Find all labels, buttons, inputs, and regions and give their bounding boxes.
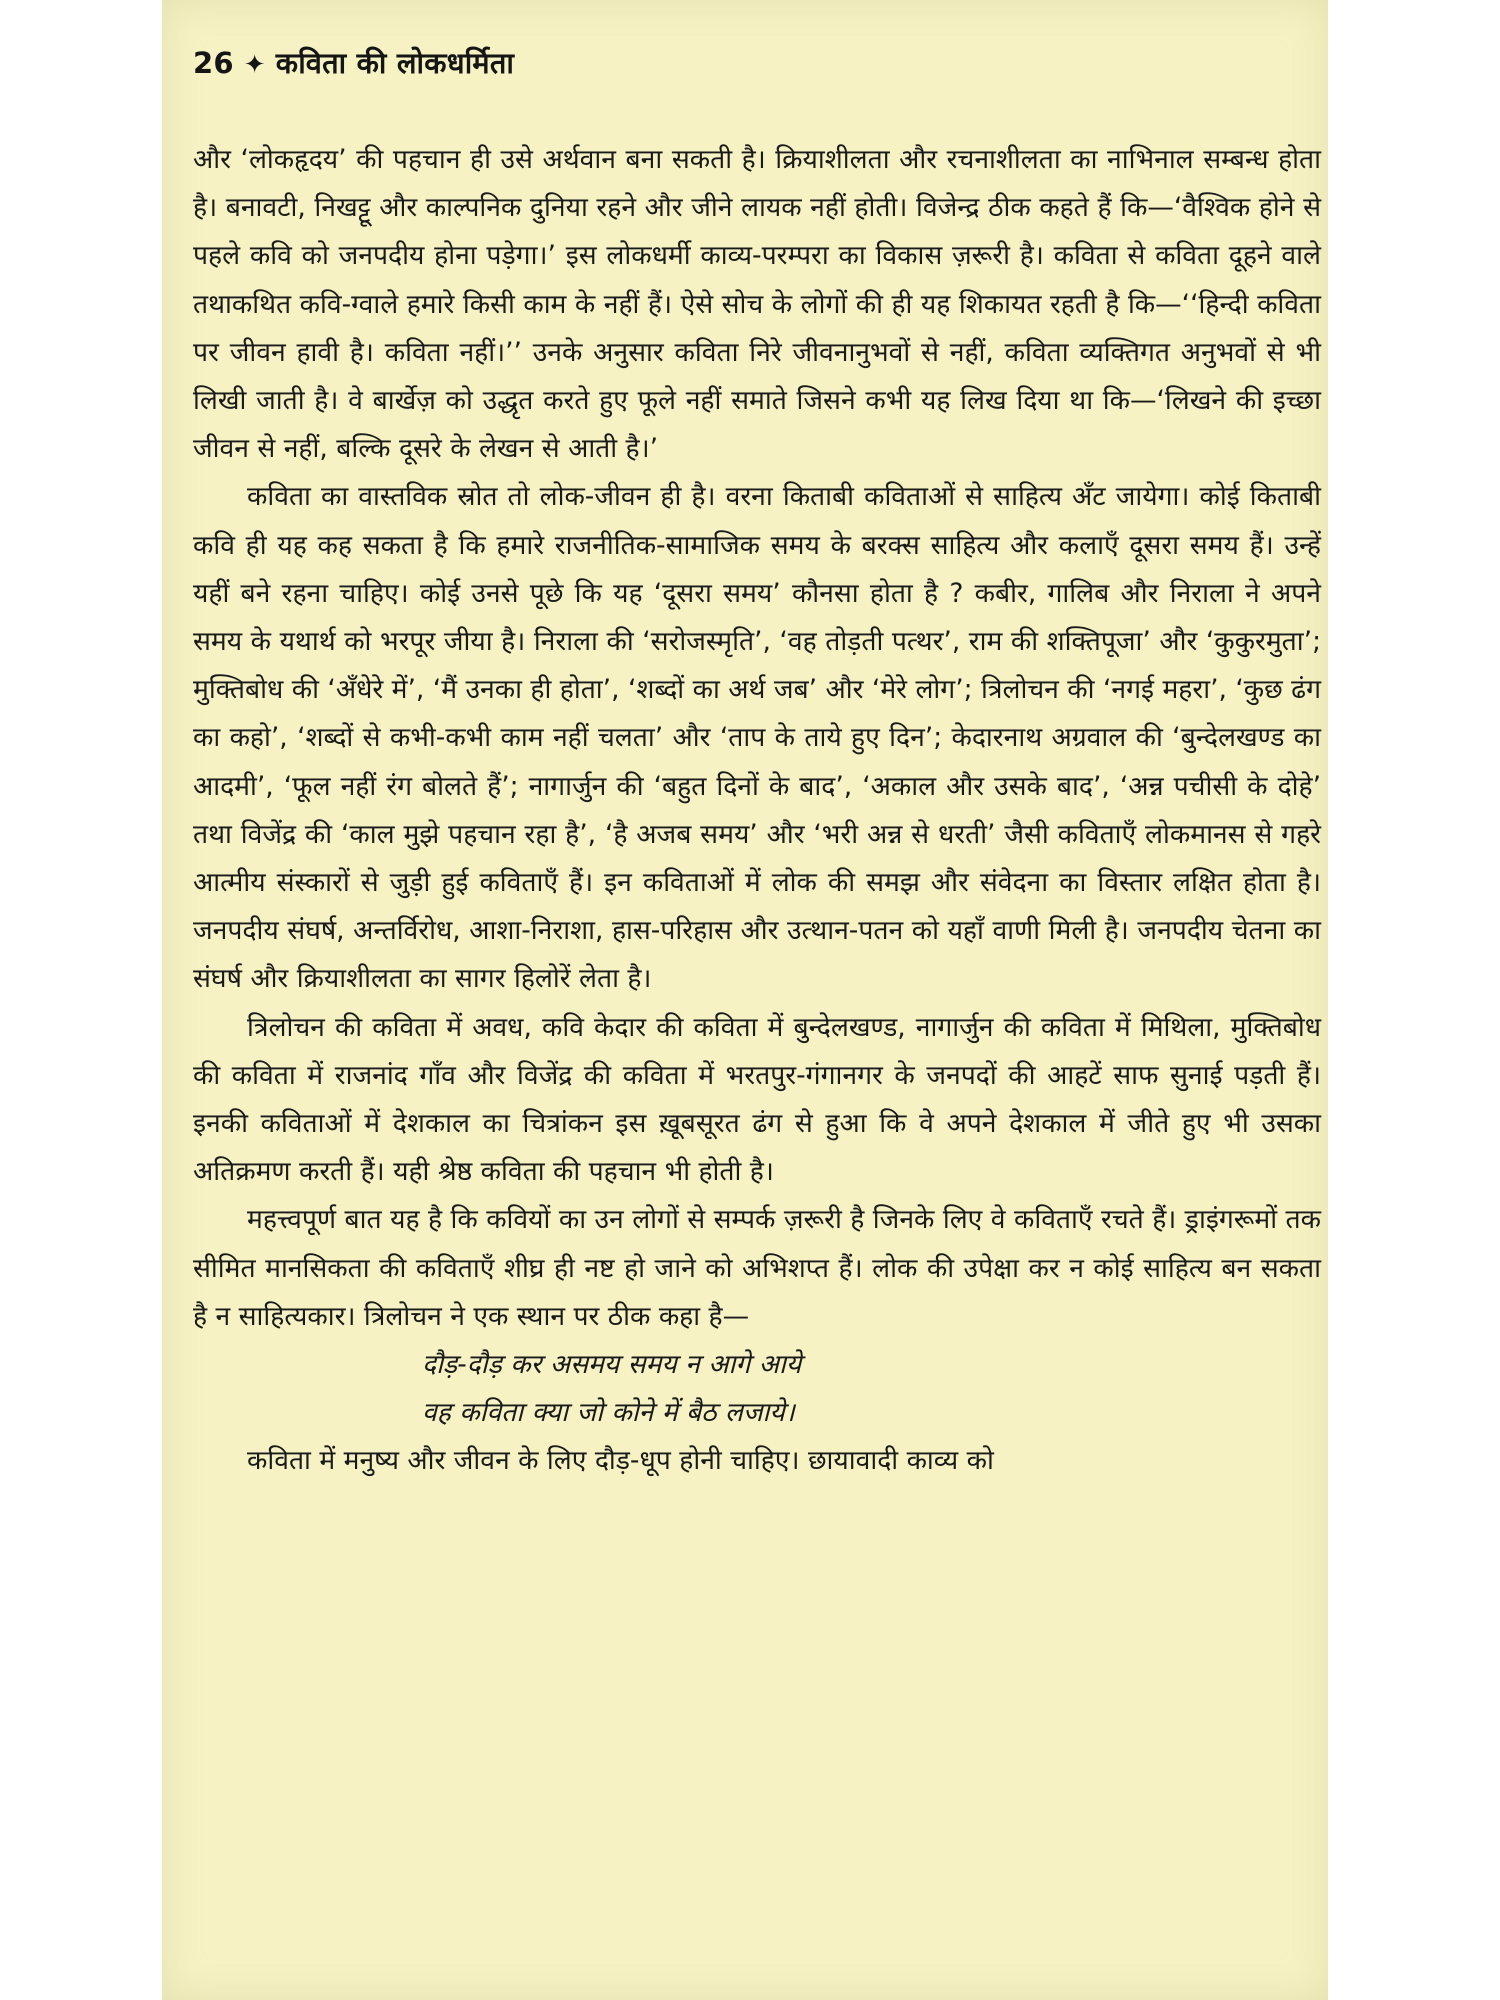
- verse-line-1: दौड़-दौड़ कर असमय समय न आगे आये: [422, 1349, 802, 1381]
- paragraph-3: त्रिलोचन की कविता में अवध, कवि केदार की कविता में बुन्देलखण्ड, नागार्जुन की कविता में मिथिला, मुक्तिबोध की कविता में राजनांद गाँव और विजेंद्र की कविता में भरतपुर-गंगानगर के जनपदों की आहटें साफ सुनाई पड़ती हैं। इनकी कविताओं में देशकाल का चित्रांकन इस ख़ूबसूरत ढंग से हुआ कि वे अपने देशकाल में जीते हुए भी उसका अतिक्रमण करती हैं। यही श्रेष्ठ कविता की पहचान भी होती है।: [193, 1011, 1321, 1188]
- verse-line-2: वह कविता क्या जो कोने में बैठ लजाये।: [422, 1397, 795, 1429]
- page-header: [193, 43, 514, 82]
- paragraph-4: महत्त्वपूर्ण बात यह है कि कवियों का उन लोगों से सम्पर्क ज़रूरी है जिनके लिए वे कविताएँ रचते हैं। ड्राइंगरूमों तक सीमित मानसिकता की कविताएँ शीघ्र ही नष्ट हो जाने को अभिशप्त हैं। लोक की उपेक्षा कर न कोई साहित्य बन सकता है न साहित्यकार। त्रिलोचन ने एक स्थान पर ठीक कहा है—: [193, 1204, 1321, 1332]
- paragraph-2: कविता का वास्तविक स्रोत तो लोक-जीवन ही है। वरना किताबी कविताओं से साहित्य अँट जायेगा। कोई किताबी कवि ही यह कह सकता है कि हमारे राजनीतिक-सामाजिक समय के बरक्स साहित्य और कलाएँ दूसरा समय हैं। उन्हें यहीं बने रहना चाहिए। कोई उनसे पूछे कि यह ‘दूसरा समय’ कौनसा होता है ? कबीर, गालिब और निराला ने अपने समय के यथार्थ को भरपूर जीया है। निराला की ‘सरोजस्मृति’, ‘वह तोड़ती पत्थर’, राम की शक्तिपूजा’ और ‘कुकुरमुता’; मुक्तिबोध की ‘अँधेरे में’, ‘मैं उनका ही होता’, ‘शब्दों का अर्थ जब’ और ‘मेरे लोग’; त्रिलोचन की ‘नगई महरा’, ‘कुछ ढंग का कहो’, ‘शब्दों से कभी-कभी काम नहीं चलता’ और ‘ताप के ताये हुए दिन’; केदारनाथ अग्रवाल की ‘बुन्देलखण्ड का आदमी’, ‘फूल नहीं रंग बोलते हैं’; नागार्जुन की ‘बहुत दिनों के बाद’, ‘अकाल और उसके बाद’, ‘अन्न पचीसी के दोहे’ तथा विजेंद्र की ‘काल मुझे पहचान रहा है’, ‘है अजब समय’ और ‘भरी अन्न से धरती’ जैसी कविताएँ लोकमानस से गहरे आत्मीय संस्कारों से जुड़ी हुई कविताएँ हैं। इन कविताओं में लोक की समझ और संवेदना का विस्तार लक्षित होता है। जनपदीय संघर्ष, अन्तर्विरोध, आशा-निराशा, हास-परिहास और उत्थान-पतन को यहाँ वाणी मिली है। जनपदीय चेतना का संघर्ष और क्रियाशीलता का सागर हिलोरें लेता है।: [193, 481, 1321, 995]
- star-ornament-icon: ✦: [243, 50, 266, 80]
- paragraph-1: और ‘लोकहृदय’ की पहचान ही उसे अर्थवान बना सकती है। क्रियाशीलता और रचनाशीलता का नाभिनाल सम्बन्ध होता है। बनावटी, निखट्टू और काल्पनिक दुनिया रहने और जीने लायक नहीं होती। विजेन्द्र ठीक कहते हैं कि—‘वैश्विक होने से पहले कवि को जनपदीय होना पड़ेगा।’ इस लोकधर्मी काव्य-परम्परा का विकास ज़रूरी है। कविता से कविता दूहने वाले तथाकथित कवि-ग्वाले हमारे किसी काम के नहीं हैं। ऐसे सोच के लोगों की ही यह शिकायत रहती है कि—‘‘हिन्दी कविता पर जीवन हावी है। कविता नहीं।’’ उनके अनुसार कविता निरे जीवनानुभवों से नहीं, कविता व्यक्तिगत अनुभवों से भी लिखी जाती है। वे बार्खेज़ को उद्धृत करते हुए फूले नहीं समाते जिसने कभी यह लिख दिया था कि—‘लिखने की इच्छा जीवन से नहीं, बल्कि दूसरे के लेखन से आती है।’: [193, 144, 1321, 465]
- closing-paragraph: कविता में मनुष्य और जीवन के लिए दौड़-धूप होनी चाहिए। छायावादी काव्य को: [247, 1445, 994, 1477]
- page-body: [193, 136, 1321, 1486]
- running-title: कविता की लोकधर्मिता: [275, 46, 515, 80]
- page-number: 26: [193, 46, 234, 80]
